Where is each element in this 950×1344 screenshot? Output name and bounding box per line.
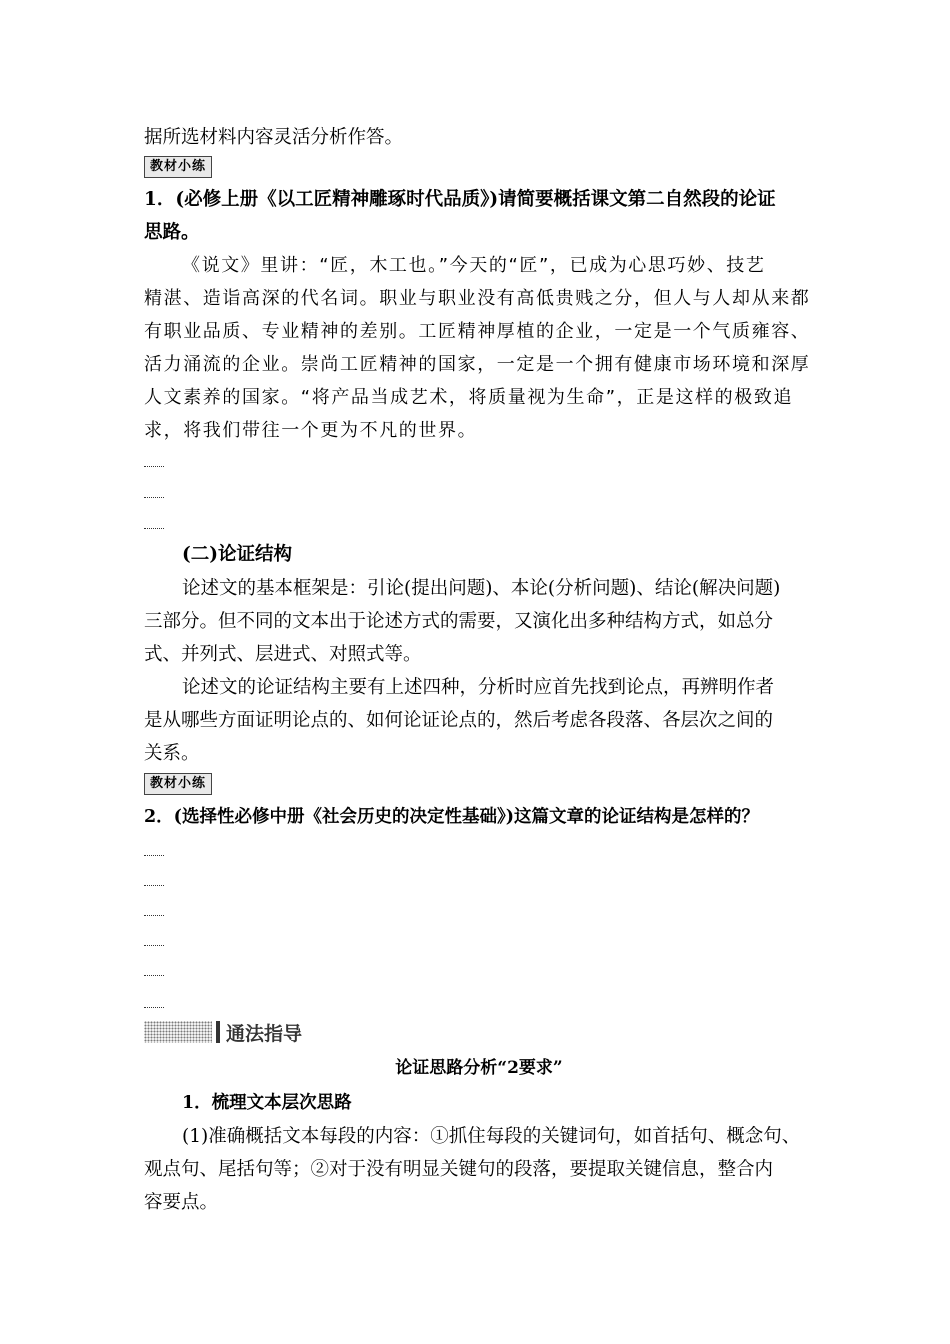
method-point-1: 1．梳理文本层次思路 [182, 1093, 352, 1113]
passage-line: 求，将我们带往一个更为不凡的世界。 [144, 420, 478, 441]
method-sub-line: (1)准确概括文本每段的内容：①抓住每段的关键词句，如首括句、概念句、 [182, 1126, 801, 1147]
question-1-line-2: 思路。 [144, 222, 200, 243]
passage-line: 有职业品质、专业精神的差别。工匠精神厚植的企业，一定是一个气质雍容、 [144, 321, 811, 342]
method-sub-line: 观点句、尾括句等；②对于没有明显关键句的段落，要提取关键信息，整合内 [144, 1159, 774, 1180]
structure-para-1-line: 论述文的基本框架是：引论(提出问题)、本论(分析问题)、结论(解决问题) [182, 578, 781, 599]
passage-line: 人文素养的国家。“将产品当成艺术，将质量视为生命”，正是这样的极致追 [144, 387, 794, 408]
structure-para-2-line: 论述文的论证结构主要有上述四种，分析时应首先找到论点，再辨明作者 [182, 677, 775, 698]
practice-badge: 教材小练 [144, 773, 212, 795]
answer-blank-line [144, 975, 164, 976]
structure-para-2-line: 是从哪些方面证明论点的、如何论证论点的，然后考虑各段落、各层次之间的 [144, 710, 774, 731]
method-title: 论证思路分析“2要求” [395, 1058, 563, 1078]
answer-blank-line [144, 1007, 164, 1008]
structure-para-1-line: 式、并列式、层进式、对照式等。 [144, 644, 422, 665]
method-header-title: 通法指导 [226, 1022, 303, 1045]
method-section-header [144, 1019, 302, 1045]
answer-blank-line [144, 915, 164, 916]
dot-pattern-decoration [144, 1021, 212, 1043]
question-1-line-1: 1．(必修上册《以工匠精神雕琢时代品质》)请简要概括课文第二自然段的论证 [144, 189, 776, 210]
passage-line: 《说文》里讲：“匠，木工也。”今天的“匠”，已成为心思巧妙、技艺 [182, 255, 766, 276]
structure-para-1-line: 三部分。但不同的文本出于论述方式的需要，又演化出多种结构方式，如总分 [144, 611, 774, 632]
question-2: 2．(选择性必修中册《社会历史的决定性基础》)这篇文章的论证结构是怎样的？ [144, 807, 759, 827]
divider-bar [216, 1021, 220, 1043]
passage-line: 精湛、造诣高深的代名词。职业与职业没有高低贵贱之分，但人与人却从来都 [144, 288, 811, 309]
answer-blank-line [144, 528, 164, 529]
answer-blank-line [144, 497, 164, 498]
section-heading: (二)论证结构 [182, 544, 293, 565]
practice-badge: 教材小练 [144, 156, 212, 178]
intro-text: 据所选材料内容灵活分析作答。 [144, 127, 404, 148]
answer-blank-line [144, 885, 164, 886]
answer-blank-line [144, 466, 164, 467]
method-sub-line: 容要点。 [144, 1192, 219, 1213]
structure-para-2-line: 关系。 [144, 743, 200, 764]
passage-line: 活力涌流的企业。崇尚工匠精神的国家，一定是一个拥有健康市场环境和深厚 [144, 354, 811, 375]
answer-blank-line [144, 945, 164, 946]
answer-blank-line [144, 855, 164, 856]
